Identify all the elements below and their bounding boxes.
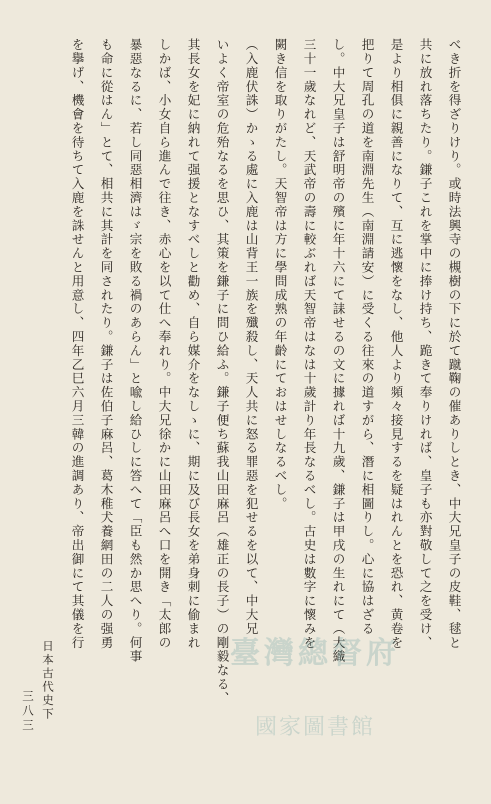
page-number: 三八三 — [21, 690, 35, 734]
text-column: 其長女を妃に納れて强援となすべしと勸め、自ら媒介をなしゝに、期に及び長女を弟身刺に偷まれ — [185, 38, 201, 650]
text-column: も命に從はん」とて、相共に其計を同されたり。鎌子は佐伯子麻呂、葛木稚犬養網田の二人の强勇 — [98, 38, 114, 650]
text-column: いよく帝室の危殆なるを思ひ、其策を鎌子に問ひ給ふ。鎌子便ち蘇我山田麻呂（雄正の長子）の剛毅なる、 — [214, 38, 230, 706]
text-column: 把りて周孔の道を南淵先生（南淵請安）に受くる往來の道すがら、潛に相圖りし。心に協はざる — [359, 38, 375, 636]
text-column: を擧げ、機會を待ちて入鹿を誅せんと用意し、四年乙巳六月三韓の進調あり、帝出御にて其儀を行 — [69, 38, 85, 650]
text-column: 三十一歲なれど、天武帝の壽に較ぶれば天智帝はなは十歲計り年長なるべし。古史は數字に懷みを — [301, 38, 317, 650]
watermark-text-secondary: 國家圖書館 — [255, 715, 376, 740]
text-column: し。中大兄皇子は舒明帝の殯に年十六にて誄せるの文に據れば十九歲、鎌子は甲戌の生れにて（大織 — [330, 38, 346, 664]
text-column: べき折を得ざりけり。或時法興寺の槻樹の下に於て蹴鞠の催ありしとき、中大兄皇子の皮鞋、毬と — [446, 38, 462, 650]
text-column: （入鹿伏誅）かゝる處に入鹿は山背王一族を殲殺し、天人共に怒る罪惡を犯せるを以て、中大兄 — [243, 38, 259, 636]
text-column: 暴惡なるに、若し同惡相濟はゞ宗を敗る禍のあらん」と喩し給ひしに答へて「臣も然か思へり。何事 — [127, 38, 143, 664]
text-column: 是より相俱に親善になりて、互に逃懷をなし、他人より頻々接見するを疑はれんとを恐れ、黄卷を — [388, 38, 404, 650]
text-column: しかば、小女自ら進んで往き、赤心を以て仕へ奉れり。中大兄徐かに山田麻呂へ口を開き「太郎の — [156, 38, 172, 650]
text-column: 闕き信を取りがたし。天智帝は方に學問成熟の年齡にておはせしなるべし。 — [272, 38, 288, 511]
running-head-title: 日本古代史下 — [41, 640, 55, 721]
text-column: 共に放れ落ちたり。鎌子これを掌中に捧け持ち、跪きて奉りければ、皇子も亦對敬して之を受け、 — [417, 38, 433, 650]
watermark-text: 臺灣總督府 — [230, 636, 400, 671]
